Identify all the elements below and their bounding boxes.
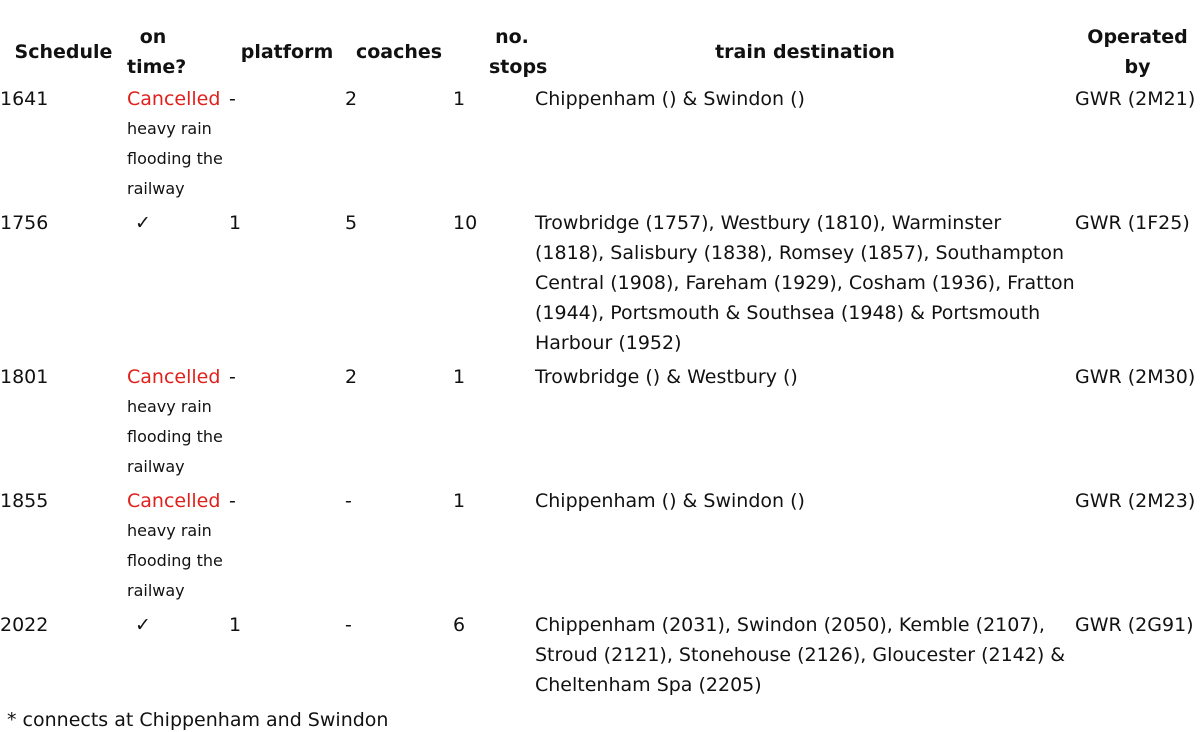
cancellation-reason: heavy rain flooding the railway (127, 521, 223, 600)
train-destination: Trowbridge () & Westbury () (535, 366, 798, 388)
coaches-count: - (345, 614, 352, 636)
header-on-time: on time? (127, 26, 187, 78)
schedule-time: 1801 (0, 366, 49, 388)
header-schedule: Schedule (14, 41, 113, 63)
cancelled-status: Cancelled (127, 366, 221, 388)
table-row (0, 486, 1200, 610)
coaches-count: 2 (345, 366, 358, 388)
operator: GWR (2M21) (1075, 88, 1196, 110)
on-time-tick-icon: ✓ (135, 614, 151, 636)
header-row (0, 20, 1200, 84)
header-operator: Operated by (1087, 26, 1188, 78)
stops-count: 1 (453, 88, 466, 110)
on-time-tick-icon: ✓ (135, 212, 151, 234)
train-destination: Chippenham (2031), Swindon (2050), Kemble (2107), Stroud (2121), Stonehouse (2126), Gloucester (2142) & Cheltenham Spa (2205) (535, 614, 1066, 696)
coaches-count: - (345, 490, 352, 512)
stops-count: 6 (453, 614, 466, 636)
on-time-status (127, 610, 229, 704)
train-destination: Chippenham () & Swindon () (535, 88, 805, 110)
operator: GWR (2M30) (1075, 366, 1196, 388)
on-time-status (127, 486, 229, 610)
platform-number: - (229, 490, 236, 512)
table-body (0, 84, 1200, 704)
stops-count: 10 (453, 212, 478, 234)
coaches-count: 2 (345, 88, 358, 110)
platform-number: 1 (229, 614, 242, 636)
operator: GWR (2G91) (1075, 614, 1194, 636)
platform-number: - (229, 88, 236, 110)
departures-table (0, 20, 1200, 704)
train-destination: Trowbridge (1757), Westbury (1810), Warminster (1818), Salisbury (1838), Romsey (1857), Southampton Central (1908), Fareham (1929), Cosham (1936), Fratton (1944), Portsmouth & Southsea (1948) & Portsmouth Harbour (1952) (535, 212, 1075, 354)
platform-number: 1 (229, 212, 242, 234)
cancelled-status: Cancelled (127, 490, 221, 512)
header-stops: no. stops (489, 26, 548, 78)
stops-count: 1 (453, 366, 466, 388)
schedule-time: 1855 (0, 490, 49, 512)
header-destination: train destination (715, 41, 895, 63)
on-time-status (127, 362, 229, 486)
header-coaches: coaches (355, 41, 443, 63)
table-header (0, 20, 1200, 84)
header-platform: platform (240, 41, 334, 63)
cancelled-status: Cancelled (127, 88, 221, 110)
train-destination: Chippenham () & Swindon () (535, 490, 805, 512)
table-row (0, 208, 1200, 362)
stops-count: 1 (453, 490, 466, 512)
platform-number: - (229, 366, 236, 388)
cancellation-reason: heavy rain flooding the railway (127, 119, 223, 198)
table-row (0, 610, 1200, 704)
footnote: * connects at Chippenham and Swindon (7, 709, 389, 731)
table-row (0, 362, 1200, 486)
schedule-time: 1756 (0, 212, 49, 234)
on-time-status (127, 84, 229, 208)
cancellation-reason: heavy rain flooding the railway (127, 397, 223, 476)
operator: GWR (2M23) (1075, 490, 1196, 512)
table-row (0, 84, 1200, 208)
on-time-status (127, 208, 229, 362)
operator: GWR (1F25) (1075, 212, 1190, 234)
coaches-count: 5 (345, 212, 358, 234)
schedule-time: 2022 (0, 614, 49, 636)
schedule-time: 1641 (0, 88, 49, 110)
